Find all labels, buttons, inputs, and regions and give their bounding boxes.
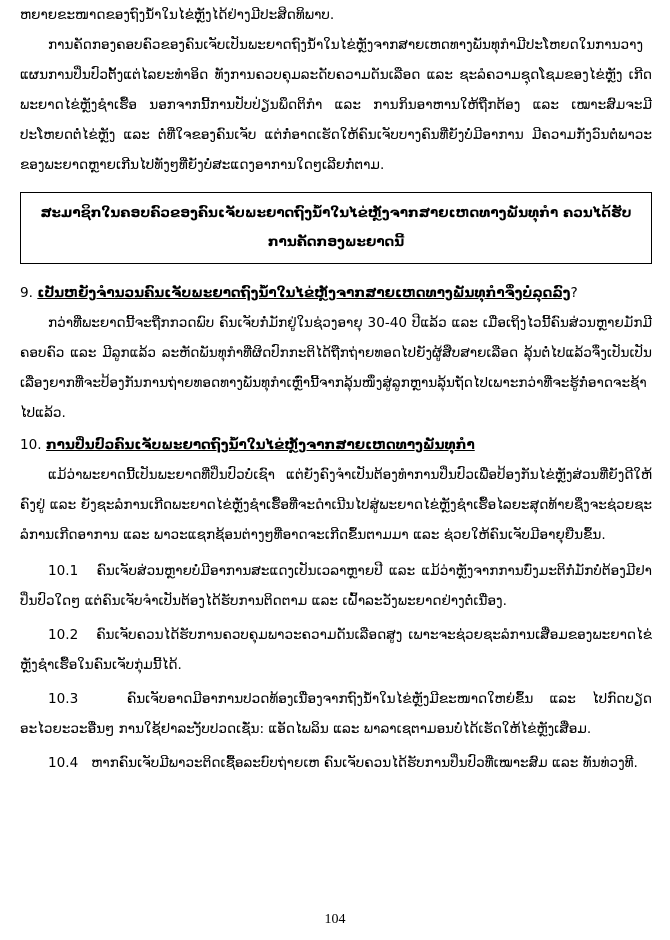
item-10-1-number: 10.1 [48,563,79,579]
section-9-number: 9. [20,285,33,301]
paragraph-section-9: ກວ່າທີ່ພະຍາດນີ້ຈະຖືກກວດພົບ ຄົນເຈັບກໍ່ມັກຢູ່ໃນຊ່ວງອາຍຸ 30-40 ປີແລ້ວ ແລະ ເມື່ອເຖິງໄວນີ້ຄົນສ່ວນຫຼາຍມັກມີຄອບຄົວ ແລະ ມີລູກແລ້ວ ລະຫັດພັນທຸກໍາທີ່ຜິດປົກກະຕິໄດ້ຖືກຖ່າຍທອດໄປຍັງຜູ້ສືບສາຍເລືອດ ລຸ້ນຕໍ່ໄປແລ້ວຈຶ່ງເປັນເປັນເລື່ອງຍາກທີ່ຈະປ້ອງກັນການຖ່າຍທອດທາງພັນທຸກໍາເຫຼົ່ານີ້ຈາກລຸ້ນໜຶ່ງສູ່ລູກຫຼານລຸ້ນຖັດໄປເພາະກວ່າທີ່ຈະຮູ້ກໍ່ອາດຈະຊ້າໄປແລ້ວ. [20,315,652,421]
paragraph-continued: ຫຍາຍຂະໜາດຂອງຖົງນໍ້າໃນໄຂ່ຫຼັງໄດ້ຢ່າງມີປະສິດທິພາບ. [20,7,335,23]
page-number: 104 [324,912,346,927]
section-10-title: ການປິ່ນປົວຄົນເຈັບພະຍາດຖົງນໍ້າໃນໄຂ່ຫຼັງຈາກສາຍເຫດທາງພັນທຸກໍາ [45,437,475,453]
section-10-heading [20,430,652,460]
item-10-1-text: ຄົນເຈັບສ່ວນຫຼາຍບໍ່ມີອາການສະແດງເປັນເວລາຫຼາຍປີ ແລະ ແມ້ວ່າຫຼັງຈາກການບົ່ງມະຕິກໍ່ມັກບໍ່ຕ້ອງມີຢາປິ່ນປົວໃດໆ ແຕ່ຄົນເຈັບຈໍາເປັນຕ້ອງໄດ້ຮັບການຕິດຕາມ ແລະ ເຝົ້າລະວັງພະຍາດຢ່າງຕໍ່ເນື່ອງ. [20,563,653,609]
item-10-4-text: ຫາກຄົນເຈັບມີພາວະຕິດເຊື້ອລະບົບຖ່າຍເຫ ຄົນເຈັບຄວນໄດ້ຮັບການປິ່ນປົວທີ່ເໝາະສົມ ແລະ ທັນທ່ວງທີ. [91,755,638,771]
section-9-title: ເປັນຫຍັງຈໍານວນຄົນເຈັບພະຍາດຖົງນໍ້າໃນໄຂ່ຫຼັງຈາກສາຍເຫດທາງພັນທຸກໍາຈຶ່ງບໍ່ລຸດລົງ [37,285,571,301]
section-10-number: 10. [20,437,42,453]
item-10-3-text: ຄົນເຈັບອາດມີອາການປວດທ້ອງເນື່ອງຈາກຖົງນໍ້າໃນໄຂ່ຫຼັງມີຂະໜາດໃຫຍ່ຂຶ້ນ ແລະ ໄປກົດບຽດອະໄວຍະວະອື່ນໆ ການໃຊ້ຢາລະງັບປວດເຊັ່ນ: ແອັດໄພລິນ ແລະ ພາລາເຊຕາມອນບໍ່ໄດ້ເຮັດໃຫ້ໄຂ່ຫຼັງເສື່ອມ. [20,691,653,737]
item-10-3-number: 10.3 [48,691,79,707]
item-10-2-text: ຄົນເຈັບຄວນໄດ້ຮັບການຄວບຄຸມພາວະຄວາມດັນເລືອດສູງ ເພາະຈະຊ່ວຍຊະລໍການເສື່ອມຂອງພະຍາດໄຂ່ຫຼັງຊໍາເຮື້ອໃນຄົນເຈັບກຸ່ມນີ້ໄດ້. [20,627,653,673]
item-10-2-number: 10.2 [48,627,79,643]
item-10-2 [20,620,652,680]
paragraph-section-10: ແມ້ວ່າພະຍາດນີ້ເປັນພະຍາດທີ່ປິ່ນປົວບໍ່ເຊົາ ແຕ່ຍັງຄົງຈໍາເປັນຕ້ອງທໍາການປິ່ນປົວເພື່ອປ້ອງກັນໄຂ່ຫຼັງສ່ວນທີ່ຍັງດີໃຫ້ຄົງຢູ່ ແລະ ຍັງຊະລໍການເກີດພະຍາດໄຂ່ຫຼັງຊໍາເຮື້ອທີ່ຈະດໍາເນີນໄປສູ່ພະຍາດໄຂ່ຫຼັງຊໍາເຮື້ອໄລຍະສຸດທ້າຍຊຶ່ງຈະຊ່ວຍຊະລໍການເກີດອາການ ແລະ ພາວະແຊກຊ້ອນຕ່າງໆທີ່ອາດຈະເກີດຂຶ້ນຕາມມາ ແລະ ຊ່ວຍໃຫ້ຄົນເຈັບມີອາຍຸຍືນຂຶ້ນ. [20,467,652,543]
section-9-suffix: ? [570,285,578,301]
item-10-4 [20,748,652,778]
paragraph-screening: ການຄັດກອງຄອບຄົວຂອງຄົນເຈັບເປັນພະຍາດຖົງນໍ້າໃນໄຂ່ຫຼັງຈາກສາຍເຫດທາງພັນທຸກໍາມີປະໂຫຍດໃນການວາງແຜນການປິ່ນປົວຕັ້ງແຕ່ໄລຍະທໍາອິດ ທັງການຄວບຄຸມລະດັບຄວາມດັນເລືອດ ແລະ ຊະລໍຄວາມຊຸດໂຊມຂອງໄຂ່ຫຼັງ ເກີດພະຍາດໄຂ່ຫຼັງຊໍາເຮື້ອ ນອກຈາກນີ້ການປັບປ່ຽນພຶດຕິກໍາ ແລະ ການກິນອາຫານໃຫ້ຖືກຕ້ອງ ແລະ ເໝາະສົມຈະມີປະໂຫຍດຕໍ່ໄຂ່ຫຼັງ ແລະ ຕໍ່ທີ່ໃຈຂອງຄົນເຈັບ ແຕ່ກໍ່ອາດເຮັດໃຫ້ຄົນເຈັບບາງຄົນທີ່ຍັງບໍ່ມີອາການ ມີຄວາມກັງວົນຕໍ່ພາວະຂອງພະຍາດຫຼາຍເກີນໄປທັງໆທີ່ຍັງບໍ່ສະແດງອາການໃດໆເລີຍກໍ່ຕາມ. [20,37,652,173]
item-10-4-number: 10.4 [48,755,79,771]
document-page [20,0,652,940]
item-10-3 [20,684,652,744]
section-9-heading [20,278,652,308]
item-10-1 [20,556,652,616]
recommendation-box: ສະມາຊິກໃນຄອບຄົວຂອງຄົນເຈັບພະຍາດຖົງນໍ້າໃນໄຂ່ຫຼັງຈາກສາຍເຫດທາງພັນທຸກໍາ ຄວນໄດ້ຮັບການຄັດກອງພະຍາດນີ້ [20,192,652,264]
